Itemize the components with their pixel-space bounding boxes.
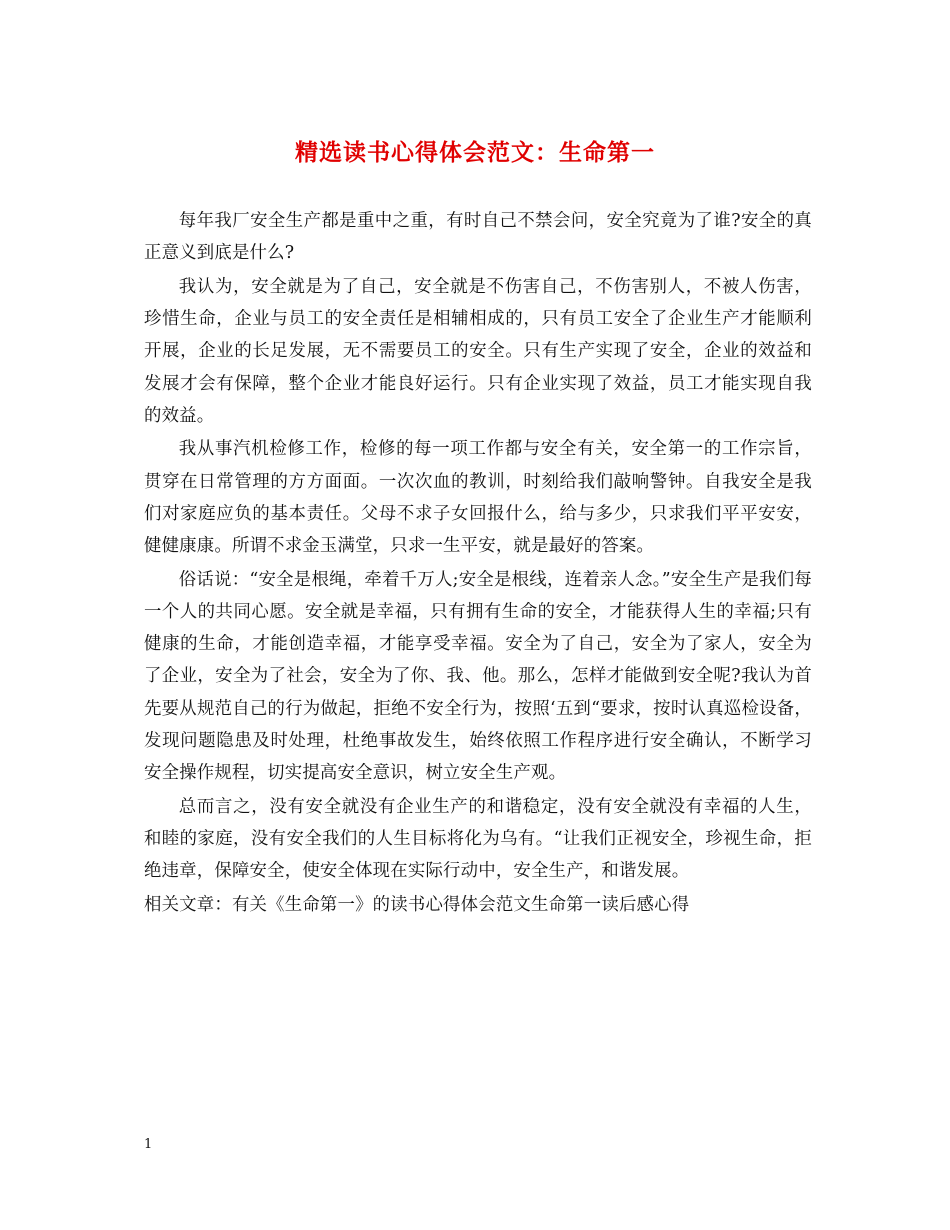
paragraph: 我认为，安全就是为了自己，安全就是不伤害自己，不伤害别人，不被人伤害，珍惜生命，企业与员工的安全责任是相辅相成的，只有员工安全了企业生产才能顺利开展，企业的长足发展，无不需要员工的安全。只有生产实现了安全，企业的效益和发展才会有保障，整个企业才能良好运行。只有企业实现了效益，员工才能实现自我的效益。 <box>144 276 812 426</box>
paragraph: 总而言之，没有安全就没有企业生产的和谐稳定，没有安全就没有幸福的人生，和睦的家庭，没有安全我们的人生目标将化为乌有。“让我们正视安全，珍视生命，拒绝违章，保障安全，使安全体现在实际行动中，安全生产，和谐发展。 <box>144 796 812 882</box>
related-articles-line: 相关文章：有关《生命第一》的读书心得体会范文生命第一读后感心得 <box>144 894 690 915</box>
paragraph: 我从事汽机检修工作，检修的每一项工作都与安全有关，安全第一的工作宗旨，贯穿在日常管理的方方面面。一次次血的教训，时刻给我们敲响警钟。自我安全是我们对家庭应负的基本责任。父母不求子女回报什么，给与多少，只求我们平平安安，健健康康。所谓不求金玉满堂，只求一生平安，就是最好的答案。 <box>144 439 812 557</box>
page-number: 1 <box>144 1137 153 1152</box>
document-title: 精选读书心得体会范文：生命第一 <box>295 139 655 166</box>
document-body <box>144 205 812 922</box>
paragraph: 俗话说：“安全是根绳，牵着千万人;安全是根线，连着亲人念。”安全生产是我们每一个人的共同心愿。安全就是幸福，只有拥有生命的安全，才能获得人生的幸福;只有健康的生命，才能创造幸福，才能享受幸福。安全为了自己，安全为了家人，安全为了企业，安全为了社会，安全为了你、我、他。那么，怎样才能做到安全呢?我认为首先要从规范自己的行为做起，拒绝不安全行为，按照‘五到“要求，按时认真巡检设备，发现问题隐患及时处理，杜绝事故发生，始终依照工作程序进行安全确认，不断学习安全操作规程，切实提高安全意识，树立安全生产观。 <box>144 569 812 783</box>
paragraph: 每年我厂安全生产都是重中之重，有时自己不禁会问，安全究竟为了谁?安全的真正意义到底是什么? <box>144 211 812 264</box>
